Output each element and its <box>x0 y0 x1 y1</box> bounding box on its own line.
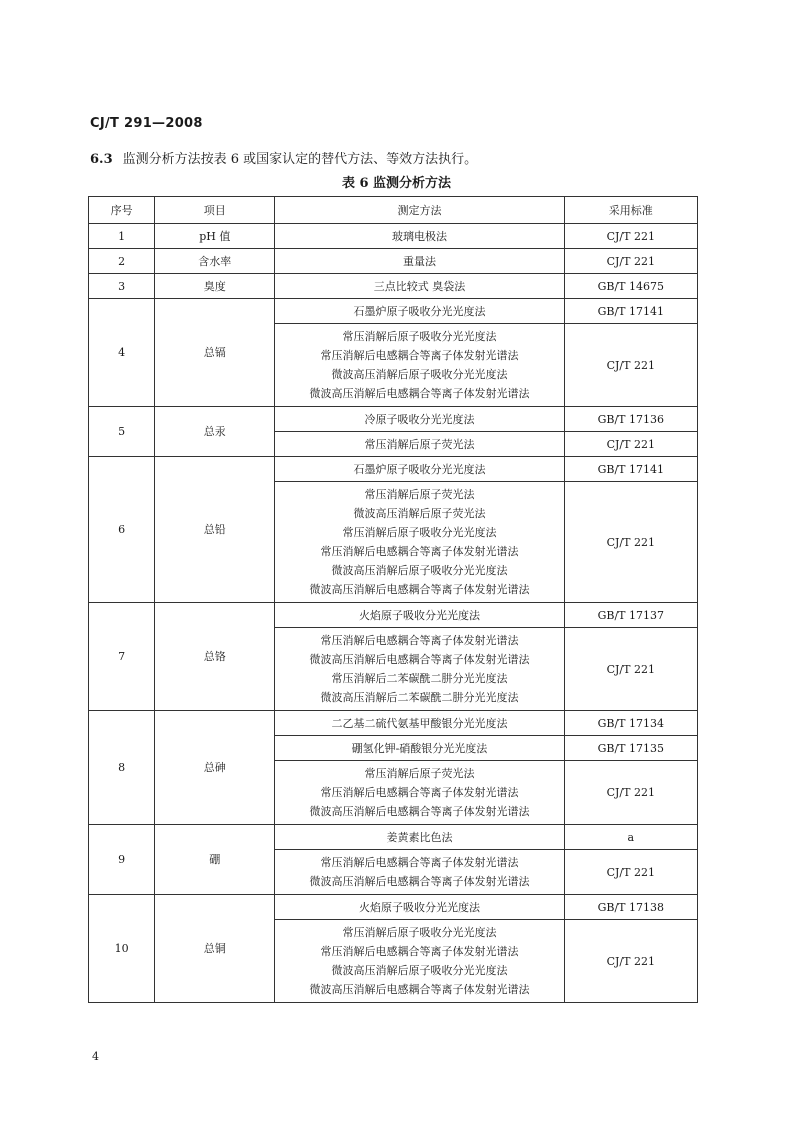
method-line: 常压消解后电感耦合等离子体发射光谱法 <box>320 856 519 869</box>
method-line: 常压消解后原子荧光法 <box>364 488 475 501</box>
clause-number: 6.3 <box>90 152 113 167</box>
cell-standard: CJ/T 221 <box>564 761 697 825</box>
cell-item: 总铜 <box>155 895 275 1003</box>
cell-standard: GB/T 17136 <box>564 407 697 432</box>
table-body <box>89 224 698 1003</box>
table-row <box>89 274 698 299</box>
method-line: 常压消解后原子吸收分光光度法 <box>342 330 497 343</box>
cell-method <box>275 482 564 603</box>
cell-method <box>275 603 564 628</box>
method-line: 石墨炉原子吸收分光光度法 <box>353 462 486 476</box>
cell-seq: 5 <box>89 407 155 457</box>
cell-seq: 6 <box>89 457 155 603</box>
cell-method <box>275 274 564 299</box>
method-line: 常压消解后电感耦合等离子体发射光谱法 <box>320 634 519 647</box>
cell-method <box>275 920 564 1003</box>
table-row <box>89 895 698 920</box>
cell-standard: GB/T 17137 <box>564 603 697 628</box>
cell-method <box>275 825 564 850</box>
cell-method <box>275 324 564 407</box>
method-line: 常压消解后二苯碳酰二肼分光光度法 <box>331 672 508 685</box>
cell-method <box>275 432 564 457</box>
cell-method <box>275 457 564 482</box>
method-line: 二乙基二硫代氨基甲酸银分光光度法 <box>331 716 508 730</box>
cell-seq: 3 <box>89 274 155 299</box>
method-line: 火焰原子吸收分光光度法 <box>358 900 480 914</box>
cell-item: pH 值 <box>155 224 275 249</box>
header-seq: 序号 <box>89 197 155 224</box>
table-caption: 表 6 监测分析方法 <box>341 176 452 191</box>
cell-standard: CJ/T 221 <box>564 249 697 274</box>
methods-table <box>88 196 698 1003</box>
method-line: 姜黄素比色法 <box>386 830 453 844</box>
method-line: 微波高压消解后电感耦合等离子体发射光谱法 <box>309 805 530 818</box>
cell-standard: GB/T 17141 <box>564 299 697 324</box>
method-line: 微波高压消解后电感耦合等离子体发射光谱法 <box>309 875 530 888</box>
table-header-row <box>89 197 698 224</box>
cell-standard: CJ/T 221 <box>564 324 697 407</box>
cell-item: 总汞 <box>155 407 275 457</box>
cell-method <box>275 628 564 711</box>
table-row <box>89 249 698 274</box>
method-line: 微波高压消解后原子吸收分光光度法 <box>331 564 508 577</box>
method-line: 火焰原子吸收分光光度法 <box>358 608 480 622</box>
cell-method <box>275 711 564 736</box>
cell-standard: CJ/T 221 <box>564 628 697 711</box>
method-line: 三点比较式 臭袋法 <box>373 279 466 293</box>
cell-standard: CJ/T 221 <box>564 224 697 249</box>
cell-seq: 4 <box>89 299 155 407</box>
method-line: 微波高压消解后原子荧光法 <box>353 507 486 520</box>
clause-text: 监测分析方法按表 6 或国家认定的替代方法、等效方法执行。 <box>122 152 478 167</box>
cell-method <box>275 761 564 825</box>
method-line: 微波高压消解后原子吸收分光光度法 <box>331 368 508 381</box>
cell-method <box>275 224 564 249</box>
cell-item: 总铅 <box>155 457 275 603</box>
cell-item: 硼 <box>155 825 275 895</box>
cell-method <box>275 407 564 432</box>
cell-seq: 10 <box>89 895 155 1003</box>
cell-item: 臭度 <box>155 274 275 299</box>
method-line: 常压消解后电感耦合等离子体发射光谱法 <box>320 786 519 799</box>
method-line: 微波高压消解后原子吸收分光光度法 <box>331 964 508 977</box>
method-line: 玻璃电极法 <box>391 229 447 243</box>
method-line: 微波高压消解后电感耦合等离子体发射光谱法 <box>309 583 530 596</box>
cell-standard: CJ/T 221 <box>564 850 697 895</box>
cell-standard: CJ/T 221 <box>564 920 697 1003</box>
header-item: 项目 <box>155 197 275 224</box>
cell-standard: GB/T 17135 <box>564 736 697 761</box>
cell-item: 含水率 <box>155 249 275 274</box>
cell-method <box>275 850 564 895</box>
table-row <box>89 407 698 432</box>
method-line: 冷原子吸收分光光度法 <box>364 412 475 426</box>
method-line: 常压消解后原子吸收分光光度法 <box>342 926 497 939</box>
cell-seq: 8 <box>89 711 155 825</box>
cell-seq: 7 <box>89 603 155 711</box>
header-method: 测定方法 <box>275 197 564 224</box>
cell-standard: CJ/T 221 <box>564 482 697 603</box>
cell-method <box>275 249 564 274</box>
cell-item: 总砷 <box>155 711 275 825</box>
cell-standard: GB/T 17138 <box>564 895 697 920</box>
header-standard: 采用标准 <box>564 197 697 224</box>
method-line: 微波高压消解后二苯碳酰二肼分光光度法 <box>320 691 519 704</box>
cell-method <box>275 895 564 920</box>
cell-item: 总镉 <box>155 299 275 407</box>
table-row <box>89 825 698 850</box>
cell-seq: 9 <box>89 825 155 895</box>
cell-item: 总铬 <box>155 603 275 711</box>
table-row <box>89 457 698 482</box>
table-row <box>89 299 698 324</box>
method-line: 常压消解后原子吸收分光光度法 <box>342 526 497 539</box>
method-line: 常压消解后电感耦合等离子体发射光谱法 <box>320 349 519 362</box>
method-line: 常压消解后原子荧光法 <box>364 437 475 451</box>
cell-standard: CJ/T 221 <box>564 432 697 457</box>
cell-method <box>275 299 564 324</box>
method-line: 常压消解后电感耦合等离子体发射光谱法 <box>320 545 519 558</box>
cell-standard: GB/T 14675 <box>564 274 697 299</box>
method-line: 常压消解后电感耦合等离子体发射光谱法 <box>320 945 519 958</box>
cell-seq: 1 <box>89 224 155 249</box>
clause-6-3 <box>90 148 477 167</box>
cell-standard: GB/T 17134 <box>564 711 697 736</box>
cell-standard: GB/T 17141 <box>564 457 697 482</box>
table-row <box>89 711 698 736</box>
method-line: 硼氢化钾-硝酸银分光光度法 <box>351 741 488 755</box>
method-line: 重量法 <box>402 254 436 268</box>
cell-seq: 2 <box>89 249 155 274</box>
page-number: 4 <box>92 1050 99 1063</box>
cell-method <box>275 736 564 761</box>
method-line: 常压消解后原子荧光法 <box>364 767 475 780</box>
method-line: 微波高压消解后电感耦合等离子体发射光谱法 <box>309 983 530 996</box>
method-line: 微波高压消解后电感耦合等离子体发射光谱法 <box>309 653 530 666</box>
document-header: CJ/T 291—2008 <box>90 116 203 131</box>
method-line: 石墨炉原子吸收分光光度法 <box>353 304 486 318</box>
table-row <box>89 224 698 249</box>
table-row <box>89 603 698 628</box>
cell-standard: a <box>564 825 697 850</box>
method-line: 微波高压消解后电感耦合等离子体发射光谱法 <box>309 387 530 400</box>
